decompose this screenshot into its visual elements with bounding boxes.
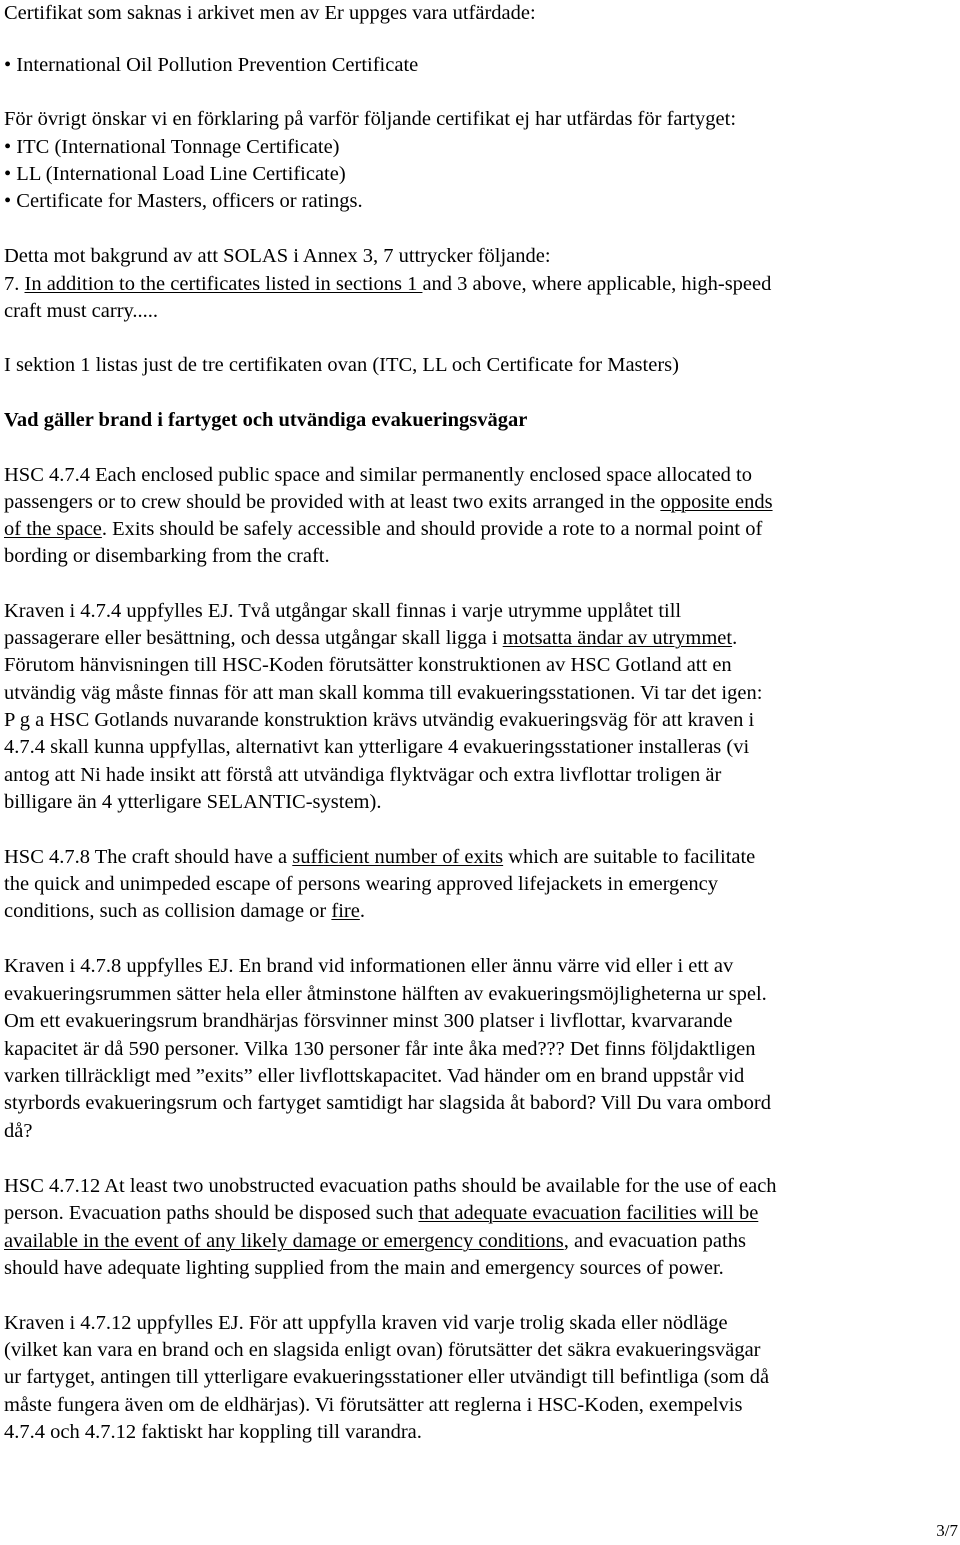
kraven-474-end: . [732, 627, 738, 649]
hsc-4712-underlined: that adequate evacuation facilities will be [418, 1202, 759, 1224]
hsc-4712-text: person. Evacuation paths should be disposed such [4, 1202, 419, 1224]
hsc-474-line-1: HSC 4.7.4 Each enclosed public space and similar permanently enclosed space allocated to [4, 464, 752, 486]
kraven-474-line-4: utvändig väg måste finnas för att man skall komma till evakueringsstationen. Vi tar det igen: [4, 682, 763, 704]
kraven-478-line-7: då? [4, 1120, 33, 1142]
hsc-474-line-3 [4, 516, 762, 543]
hsc-478-fire: fire [331, 900, 360, 922]
kraven-474-line-6: 4.7.4 skall kunna uppfyllas, alternativt kan ytterligare 4 evakueringsstationer installeras (vi [4, 736, 750, 758]
kraven-478-line-1: Kraven i 4.7.8 uppfylles EJ. En brand vid informationen eller ännu värre vid eller i ett av [4, 955, 734, 977]
hsc-478-end: . [359, 900, 365, 922]
archive-cert-item: • International Oil Pollution Prevention Certificate [4, 54, 419, 76]
kraven-4712-line-5: 4.7.4 och 4.7.12 faktiskt har koppling till varandra. [4, 1421, 422, 1443]
hsc-478-rest: which are suitable to facilitate [503, 846, 756, 868]
hsc-4712-rest: , and evacuation paths [563, 1230, 746, 1252]
kraven-478-line-4: kapacitet är då 590 personer. Vilka 130 personer får inte åka med??? Det finns följdaktligen [4, 1038, 756, 1060]
quote-rest: and 3 above, where applicable, high-speed [422, 273, 772, 295]
kraven-478-line-3: Om ett evakueringsrum brandhärjas försvinner minst 300 platser i livflottar, kvarvarande [4, 1010, 733, 1032]
solas-intro-line: Detta mot bakgrund av att SOLAS i Annex 3, 7 uttrycker följande: [4, 245, 551, 267]
request-line: För övrigt önskar vi en förklaring på varför följande certifikat ej har utfärdas för fartyget: [4, 108, 737, 130]
solas-quote-line-2: craft must carry..... [4, 300, 159, 322]
section-heading: Vad gäller brand i fartyget och utvändiga evakueringsvägar [4, 409, 528, 431]
kraven-4712-line-4: måste fungera även om de eldhärjas). Vi förutsätter att reglerna i HSC-Koden, exempelvis [4, 1394, 743, 1416]
hsc-474-line-4: bording or disembarking from the craft. [4, 545, 330, 567]
kraven-478-line-5: varken tillräckligt med ”exits” eller livflottskapacitet. Vad händer om en brand uppstår vid [4, 1065, 745, 1087]
page-number: 3/7 [936, 1521, 958, 1540]
hsc-4712-line-1: HSC 4.7.12 At least two unobstructed evacuation paths should be available for the use of each [4, 1175, 777, 1197]
kraven-474-line-7: antog att Ni hade insikt att förstå att utvändiga flyktvägar och extra livflottar troligen är [4, 764, 722, 786]
hsc-4712-line-2 [4, 1200, 758, 1227]
intro-line: Certifikat som saknas i arkivet men av Er uppges vara utfärdade: [4, 2, 536, 24]
hsc-478-line-1 [4, 844, 755, 871]
kraven-4712-line-1: Kraven i 4.7.12 uppfylles EJ. För att uppfylla kraven vid varje trolig skada eller nödläge [4, 1312, 728, 1334]
quote-underlined: In addition to the certificates listed in sections 1 [24, 273, 423, 295]
kraven-4712-line-3: ur fartyget, antingen till ytterligare evakueringsstationer eller utvändigt till befintliga (som då [4, 1366, 770, 1388]
hsc-478-line-2: the quick and unimpeded escape of persons wearing approved lifejackets in emergency [4, 873, 719, 895]
hsc-478-underlined: sufficient number of exits [292, 846, 504, 868]
hsc-4712-line-4: should have adequate lighting supplied from the main and emergency sources of power. [4, 1257, 724, 1279]
hsc-474-underlined: opposite ends [660, 491, 773, 513]
hsc-474-line-2 [4, 489, 773, 516]
hsc-478-text: HSC 4.7.8 The craft should have a [4, 846, 293, 868]
cert-item-ll: • LL (International Load Line Certificate) [4, 163, 346, 185]
hsc-4712-underlined-2: available in the event of any likely damage or emergency conditions [4, 1230, 564, 1252]
kraven-4712-line-2: (vilket kan vara en brand och en slagsida enligt ovan) förutsätter det säkra evakueringsvägar [4, 1339, 761, 1361]
kraven-474-text: passagerare eller besättning, och dessa utgångar skall ligga i [4, 627, 503, 649]
hsc-474-underlined-2: of the space [4, 518, 102, 540]
kraven-474-underlined: motsatta ändar av utrymmet [502, 627, 733, 649]
quote-prefix: 7. [4, 273, 25, 295]
section1-line: I sektion 1 listas just de tre certifikaten ovan (ITC, LL och Certificate for Masters) [4, 354, 679, 376]
solas-quote-line [4, 271, 771, 298]
hsc-4712-line-3 [4, 1228, 746, 1255]
hsc-478-text-2: conditions, such as collision damage or [4, 900, 332, 922]
cert-item-masters: • Certificate for Masters, officers or ratings. [4, 190, 363, 212]
cert-item-itc: • ITC (International Tonnage Certificate) [4, 136, 340, 158]
kraven-474-line-8: billigare än 4 ytterligare SELANTIC-system). [4, 791, 382, 813]
kraven-474-line-3: Förutom hänvisningen till HSC-Koden förutsätter konstruktionen av HSC Gotland att en [4, 654, 732, 676]
kraven-474-line-2 [4, 625, 737, 652]
hsc-478-line-3 [4, 898, 365, 925]
kraven-474-line-5: P g a HSC Gotlands nuvarande konstruktion krävs utvändig evakueringsväg för att kraven i [4, 709, 755, 731]
kraven-478-line-2: evakueringsrummen sätter hela eller åtminstone hälften av evakueringsmöjligheterna ur spel. [4, 983, 767, 1005]
hsc-474-text-2: . Exits should be safely accessible and should provide a rote to a normal point of [101, 518, 763, 540]
hsc-474-text: passengers or to crew should be provided with at least two exits arranged in the [4, 491, 661, 513]
kraven-478-line-6: styrbords evakueringsrum och fartyget samtidigt har slagsida åt babord? Vill Du vara ombord [4, 1092, 771, 1114]
kraven-474-line-1: Kraven i 4.7.4 uppfylles EJ. Två utgångar skall finnas i varje utrymme upplåtet till [4, 600, 682, 622]
